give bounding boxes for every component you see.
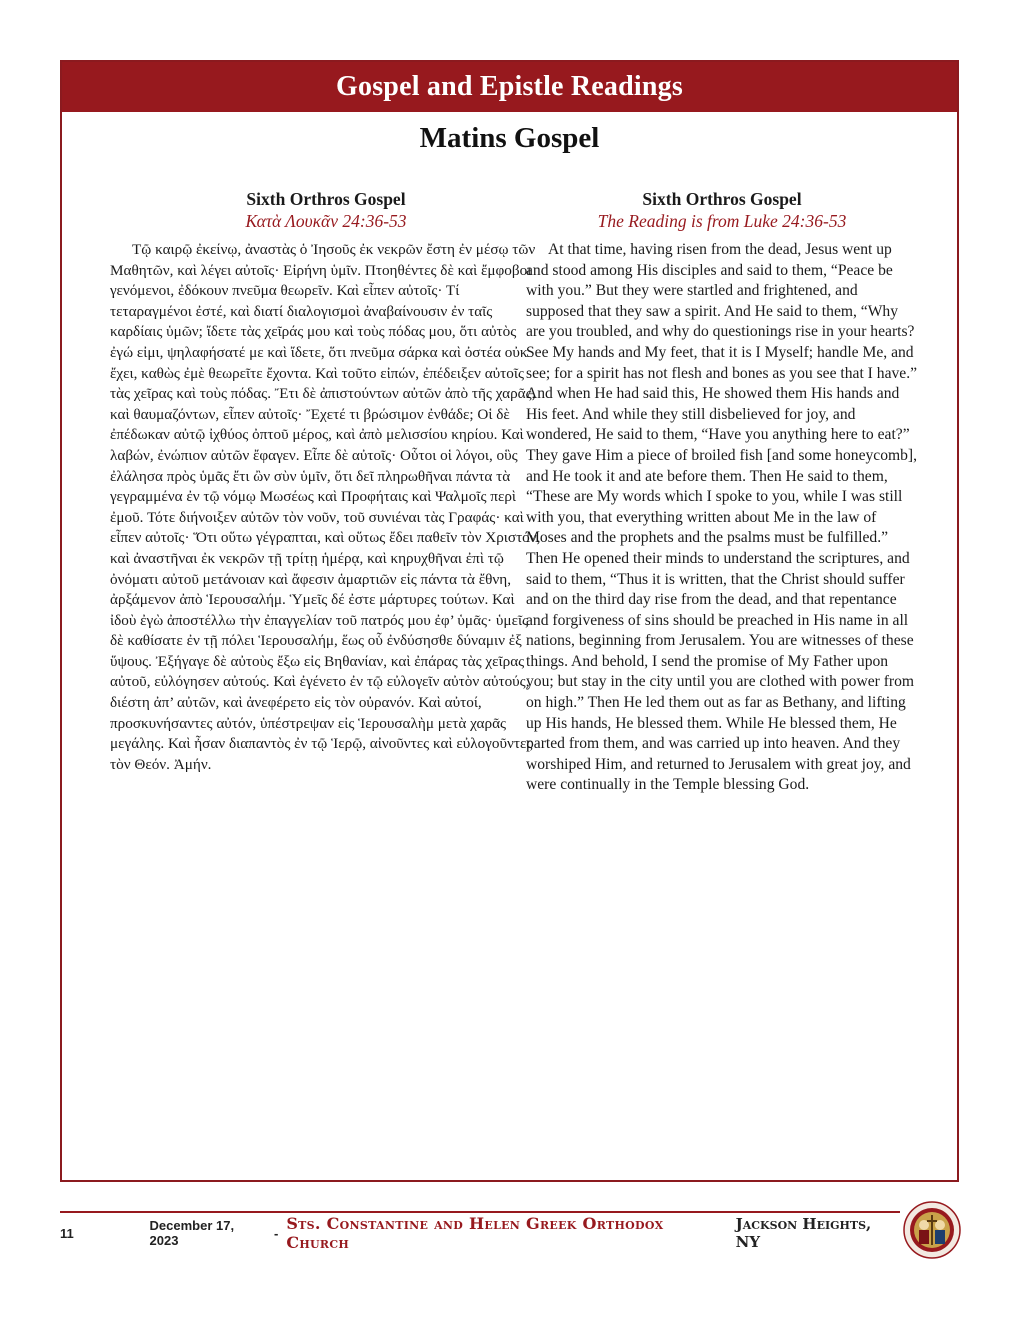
section-title: Matins Gospel (419, 122, 600, 154)
greek-column (110, 188, 542, 775)
page-footer (60, 1214, 900, 1252)
footer-divider (60, 1211, 900, 1213)
english-heading: Sixth Orthros Gospel (642, 189, 802, 209)
greek-heading: Sixth Orthros Gospel (246, 189, 406, 209)
footer-separator: - (273, 1225, 279, 1241)
english-column (526, 188, 918, 796)
greek-reference: Κατὰ Λουκᾶν 24:36-53 (245, 211, 407, 231)
church-location: Jackson Heights, NY (735, 1215, 872, 1251)
banner-title: Gospel and Epistle Readings (336, 71, 683, 102)
church-seal-icon (903, 1201, 961, 1259)
page-banner (62, 62, 957, 112)
greek-text: Τῷ καιρῷ ἐκείνῳ, ἀναστὰς ὁ Ἰησοῦς ἐκ νεκρῶν ἔστη ἐν μέσῳ τῶν Μαθητῶν, καὶ λέγει αὐτοῖς· Εἰρήνη ὑμῖν. Πτοηθέντες δὲ καὶ ἔμφοβοι γενόμενοι, ἐδόκουν πνεῦμα θεωρεῖν. Καὶ εἶπεν αὐτοῖς· Τί τεταραγμένοι ἐστέ, καὶ διατί διαλογισμοὶ ἀναβαίνουσιν ἐν ταῖς καρδίαις ὑμῶν; ἴδετε τὰς χεῖράς μου καὶ τοὺς πόδας μου, ὅτι αὐτὸς ἐγώ εἰμι, ψηλαφήσατέ με καὶ ἴδετε, ὅτι πνεῦμα σάρκα καὶ ὀστέα οὐκ ἔχει, καθὼς ἐμὲ θεωρεῖτε ἔχοντα. Καὶ τοῦτο εἰπών, ἐπέδειξεν αὐτοῖς τὰς χεῖρας καὶ τοὺς πόδας. Ἔτι δὲ ἀπιστούντων αὐτῶν ἀπὸ τῆς χαρᾶς, καὶ θαυμαζόντων, εἶπεν αὐτοῖς· Ἔχετέ τι βρώσιμον ἐνθάδε; Οἱ δὲ ἐπέδωκαν αὐτῷ ἰχθύος ὀπτοῦ μέρος, καὶ ἀπὸ μελισσίου κηρίου. Καὶ λαβών, ἐνώπιον αὐτῶν ἔφαγεν. Εἶπε δὲ αὐτοῖς· Οὗτοι οἱ λόγοι, οὓς ἐλάλησα πρὸς ὑμᾶς ἔτι ὢν σὺν ὑμῖν, ὅτι δεῖ πληρωθῆναι πάντα τὰ γεγραμμένα ἐν τῷ νόμῳ Μωσέως καὶ Προφήταις καὶ Ψαλμοῖς περὶ ἐμοῦ. Τότε διήνοιξεν αὐτῶν τὸν νοῦν, τοῦ συνιέναι τὰς Γραφάς· καὶ εἶπεν αὐτοῖς· Ὅτι οὕτω γέγραπται, καὶ οὕτως ἔδει παθεῖν τὸν Χριστόν, καὶ ἀναστῆναι ἐκ νεκρῶν τῇ τρίτῃ ἡμέρᾳ, καὶ κηρυχθῆναι ἐπὶ τῷ ὀνόματι αὐτοῦ μετάνοιαν καὶ ἄφεσιν ἁμαρτιῶν εἰς πάντα τὰ ἔθνη, ἀρξάμενον ἀπὸ Ἱερουσαλήμ. Ὑμεῖς δέ ἐστε μάρτυρες τούτων. Καὶ ἰδοὺ ἐγὼ ἀποστέλλω τὴν ἐπαγγελίαν τοῦ πατρός μου ἐφ’ ὑμᾶς· ὑμεῖς δὲ καθίσατε ἐν τῇ πόλει Ἱερουσαλήμ, ἕως οὗ ἐνδύσησθε δύναμιν ἐξ ὕψους. Ἐξήγαγε δὲ αὐτοὺς ἔξω εἰς Βηθανίαν, καὶ ἐπάρας τὰς χεῖρας αὐτοῦ, εὐλόγησεν αὐτούς. Καὶ ἐγένετο ἐν τῷ εὐλογεῖν αὐτὸν αὐτούς, διέστη ἀπ’ αὐτῶν, καὶ ἀνεφέρετο εἰς τὸν οὐρανόν. Καὶ αὐτοί, προσκυνήσαντες αὐτόν, ὑπέστρεψαν εἰς Ἱερουσαλὴμ μετὰ χαρᾶς μεγάλης. Καὶ ἦσαν διαπαντὸς ἐν τῷ Ἱερῷ, αἰνοῦντες καὶ εὐλογοῦντες τὸν Θεόν. Ἀμήν. (110, 241, 541, 773)
footer-date: December 17, 2023 (149, 1218, 235, 1248)
english-reference: The Reading is from Luke 24:36-53 (597, 211, 847, 231)
content-frame (60, 60, 959, 1182)
english-text: At that time, having risen from the dead, Jesus went up and stood among His disciples and said to them, “Peace be with you.” But they were startled and frightened, and supposed that they saw a spirit. And He said to them, “Why are you troubled, and why do questionings rise in your hearts? See My hands and My feet, that it is I Myself; handle Me, and see; for a spirit has not flesh and bones as you see that I have.” And when He had said this, He showed them His hands and His feet. And while they still disbelieved for joy, and wondered, He said to them, “Have you anything here to eat?” They gave Him a piece of broiled fish [and some honeycomb], and He took it and ate before them. Then He said to them, “These are My words which I spoke to you, while I was still with you, that everything written about Me in the law of Moses and the prophets and the psalms must be fulfilled.” Then He opened their minds to understand the scriptures, and said to them, “Thus it is written, that the Christ should suffer and on the third day rise from the dead, and that repentance and forgiveness of sins should be preached in His name in all nations, beginning from Jerusalem. You are witnesses of these things. And behold, I send the promise of My Father upon you; but stay in the city until you are clothed with power from on high.” Then He led them out as far as Bethany, and lifting up His hands, He blessed them. While He blessed them, He parted from them, and was carried up into heaven. And they worshiped Him, and returned to Jerusalem with great joy, and were continually in the Temple blessing God. (526, 241, 918, 794)
church-name: Sts. Constantine and Helen Greek Orthodox Church (286, 1214, 664, 1252)
page-number: 11 (60, 1225, 74, 1241)
